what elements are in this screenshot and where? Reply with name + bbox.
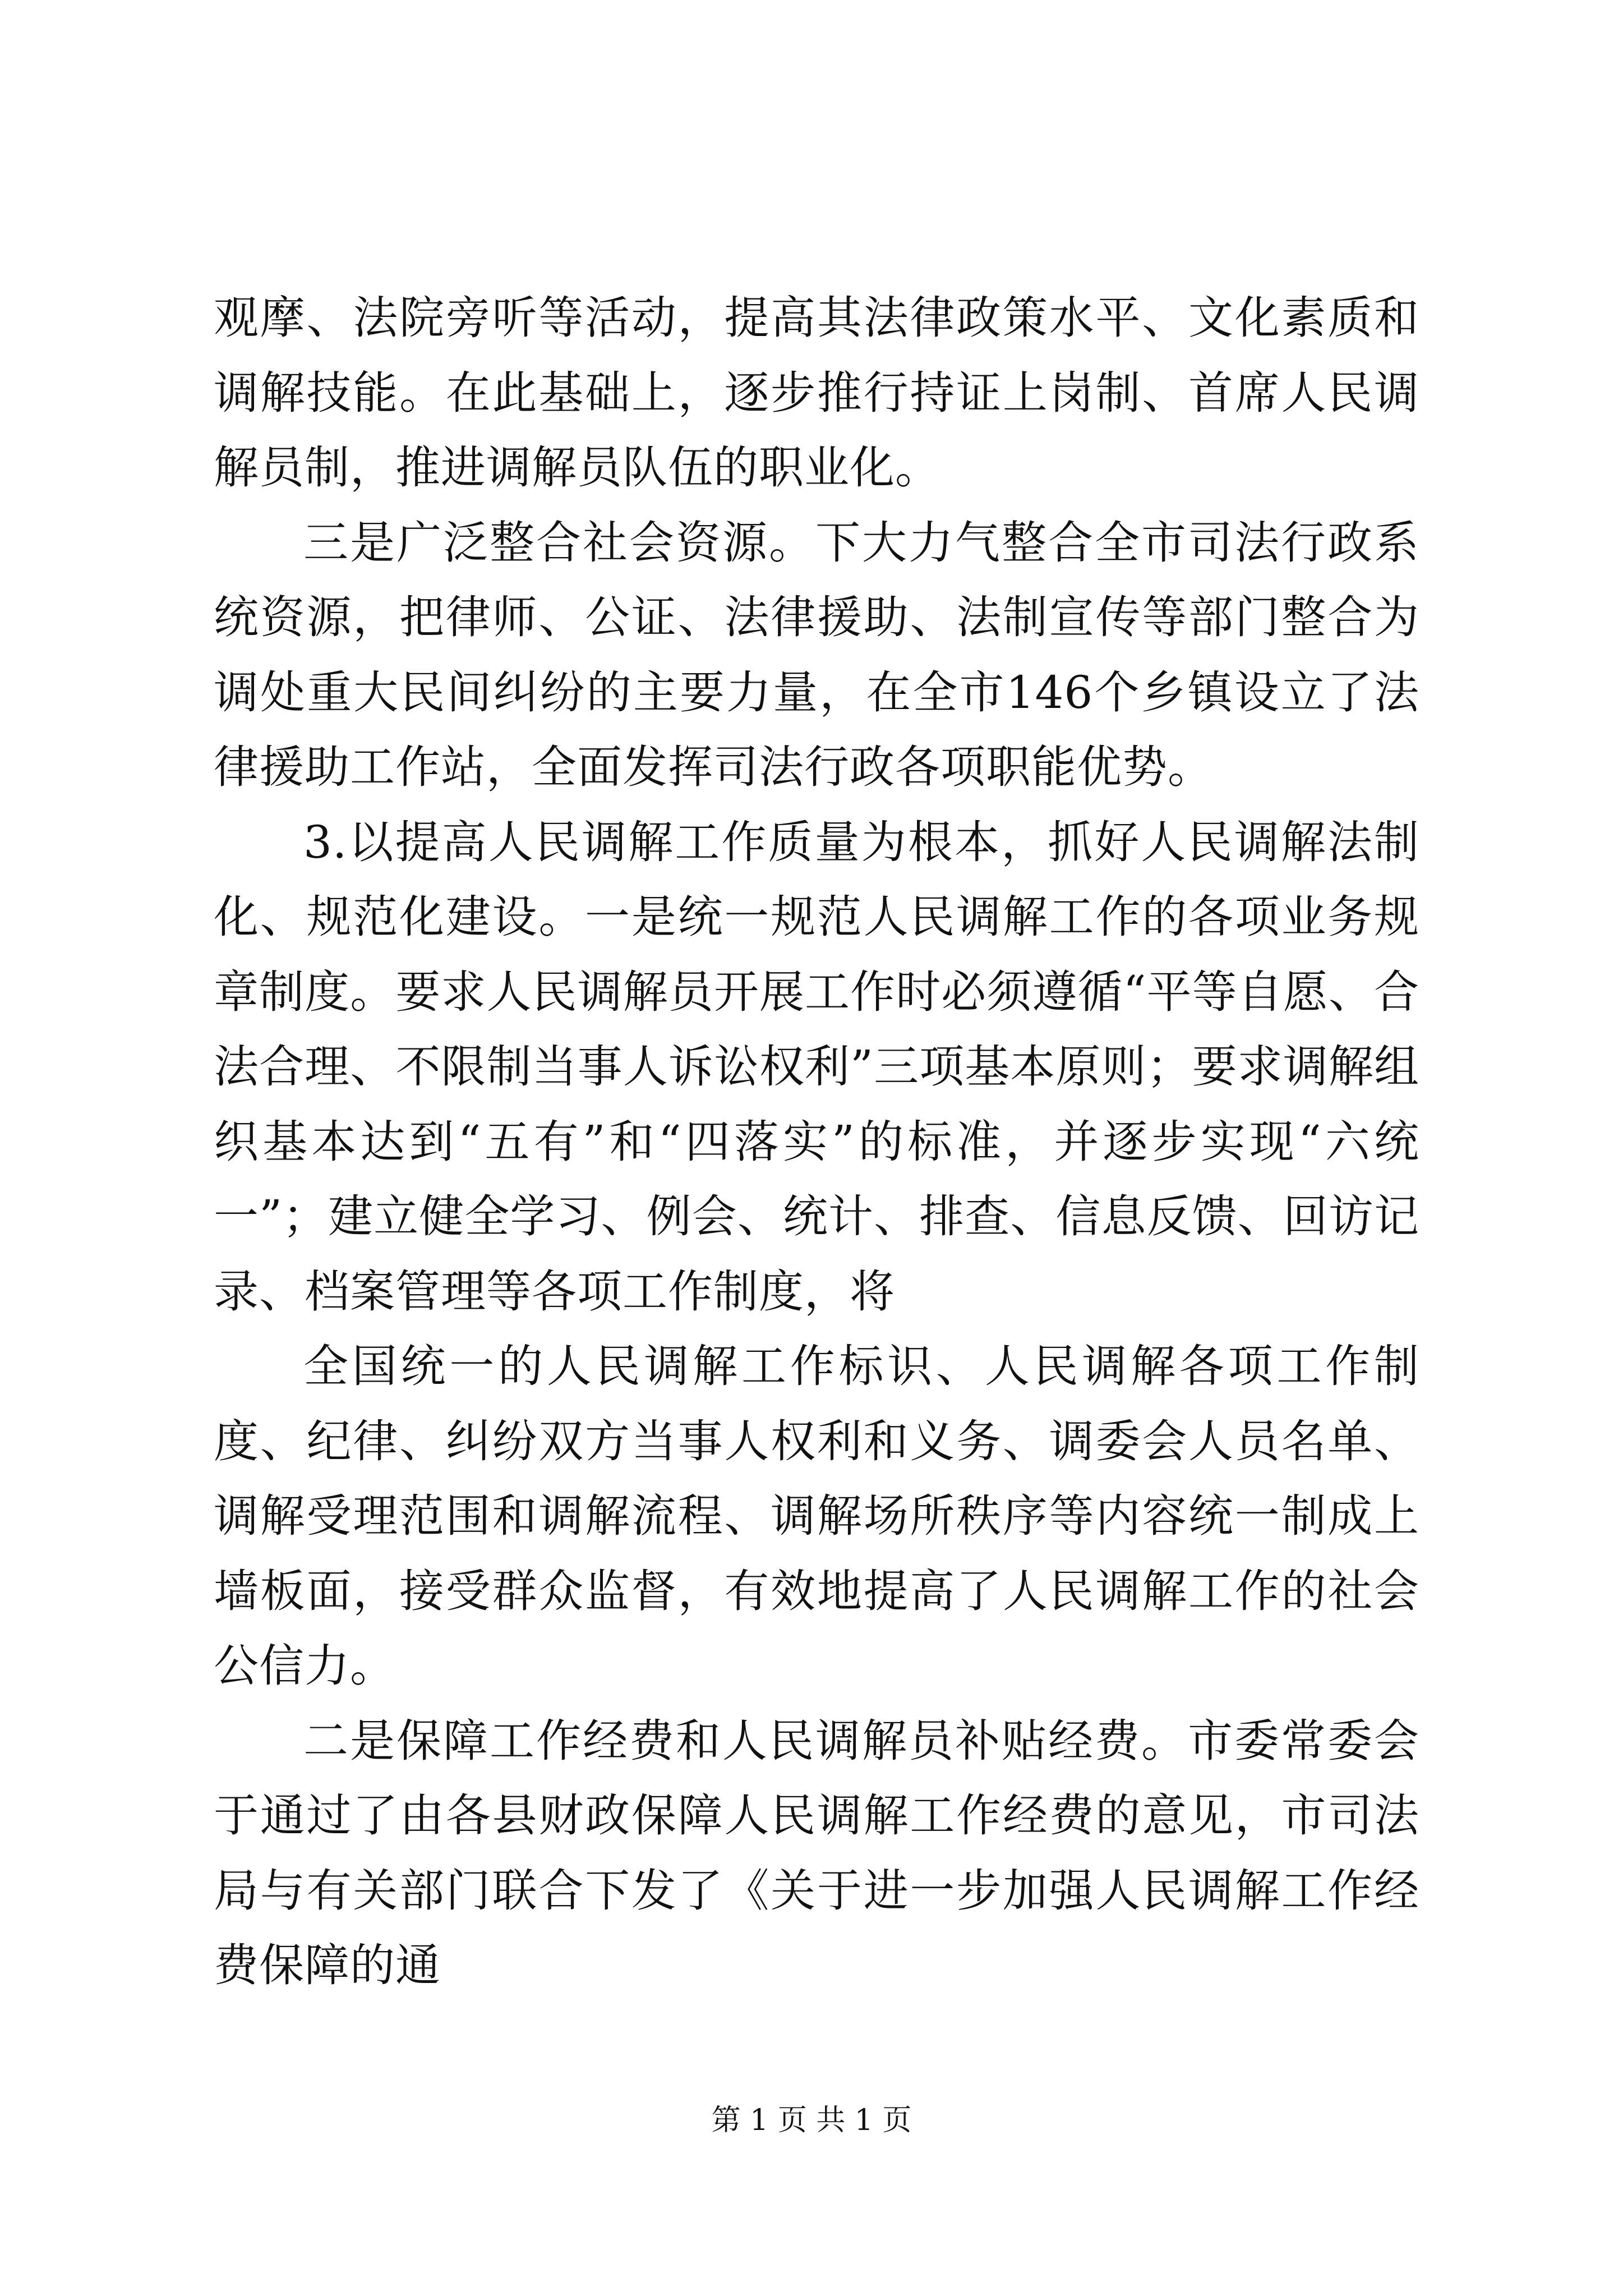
paragraph-3: 3.以提高人民调解工作质量为根本，抓好人民调解法制化、规范化建设。一是统一规范人民调解工作的各项业务规章制度。要求人民调解员开展工作时必须遵循“平等自愿、合法合理、不限制当事人诉讼权利”三项基本原则；要求调解组织基本达到“五有”和“四落实”的标准，并逐步实现“六统一”；建立健全学习、例会、统计、排查、信息反馈、回访记录、档案管理等各项工作制度，将 [214, 816, 1419, 1318]
paragraph-2: 三是广泛整合社会资源。下大力气整合全市司法行政系统资源，把律师、公证、法律援助、法制宣传等部门整合为调处重大民间纠纷的主要力量，在全市146个乡镇设立了法律援助工作站，全面发挥司法行政各项职能优势。 [214, 516, 1419, 793]
paragraph-4: 全国统一的人民调解工作标识、人民调解各项工作制度、纪律、纠纷双方当事人权利和义务、调委会人员名单、调解受理范围和调解流程、调解场所秩序等内容统一制成上墙板面，接受群众监督，有效地提高了人民调解工作的社会公信力。 [214, 1340, 1419, 1692]
paragraph-1: 观摩、法院旁听等活动，提高其法律政策水平、文化素质和调解技能。在此基础上，逐步推行持证上岗制、首席人民调解员制，推进调解员队伍的职业化。 [214, 292, 1419, 494]
page-footer: 第 1 页 共 1 页 [711, 2104, 912, 2137]
paragraph-5: 二是保障工作经费和人民调解员补贴经费。市委常委会于通过了由各县财政保障人民调解工作经费的意见，市司法局与有关部门联合下发了《关于进一步加强人民调解工作经费保障的通 [214, 1714, 1419, 1991]
document-body [214, 280, 1419, 2003]
